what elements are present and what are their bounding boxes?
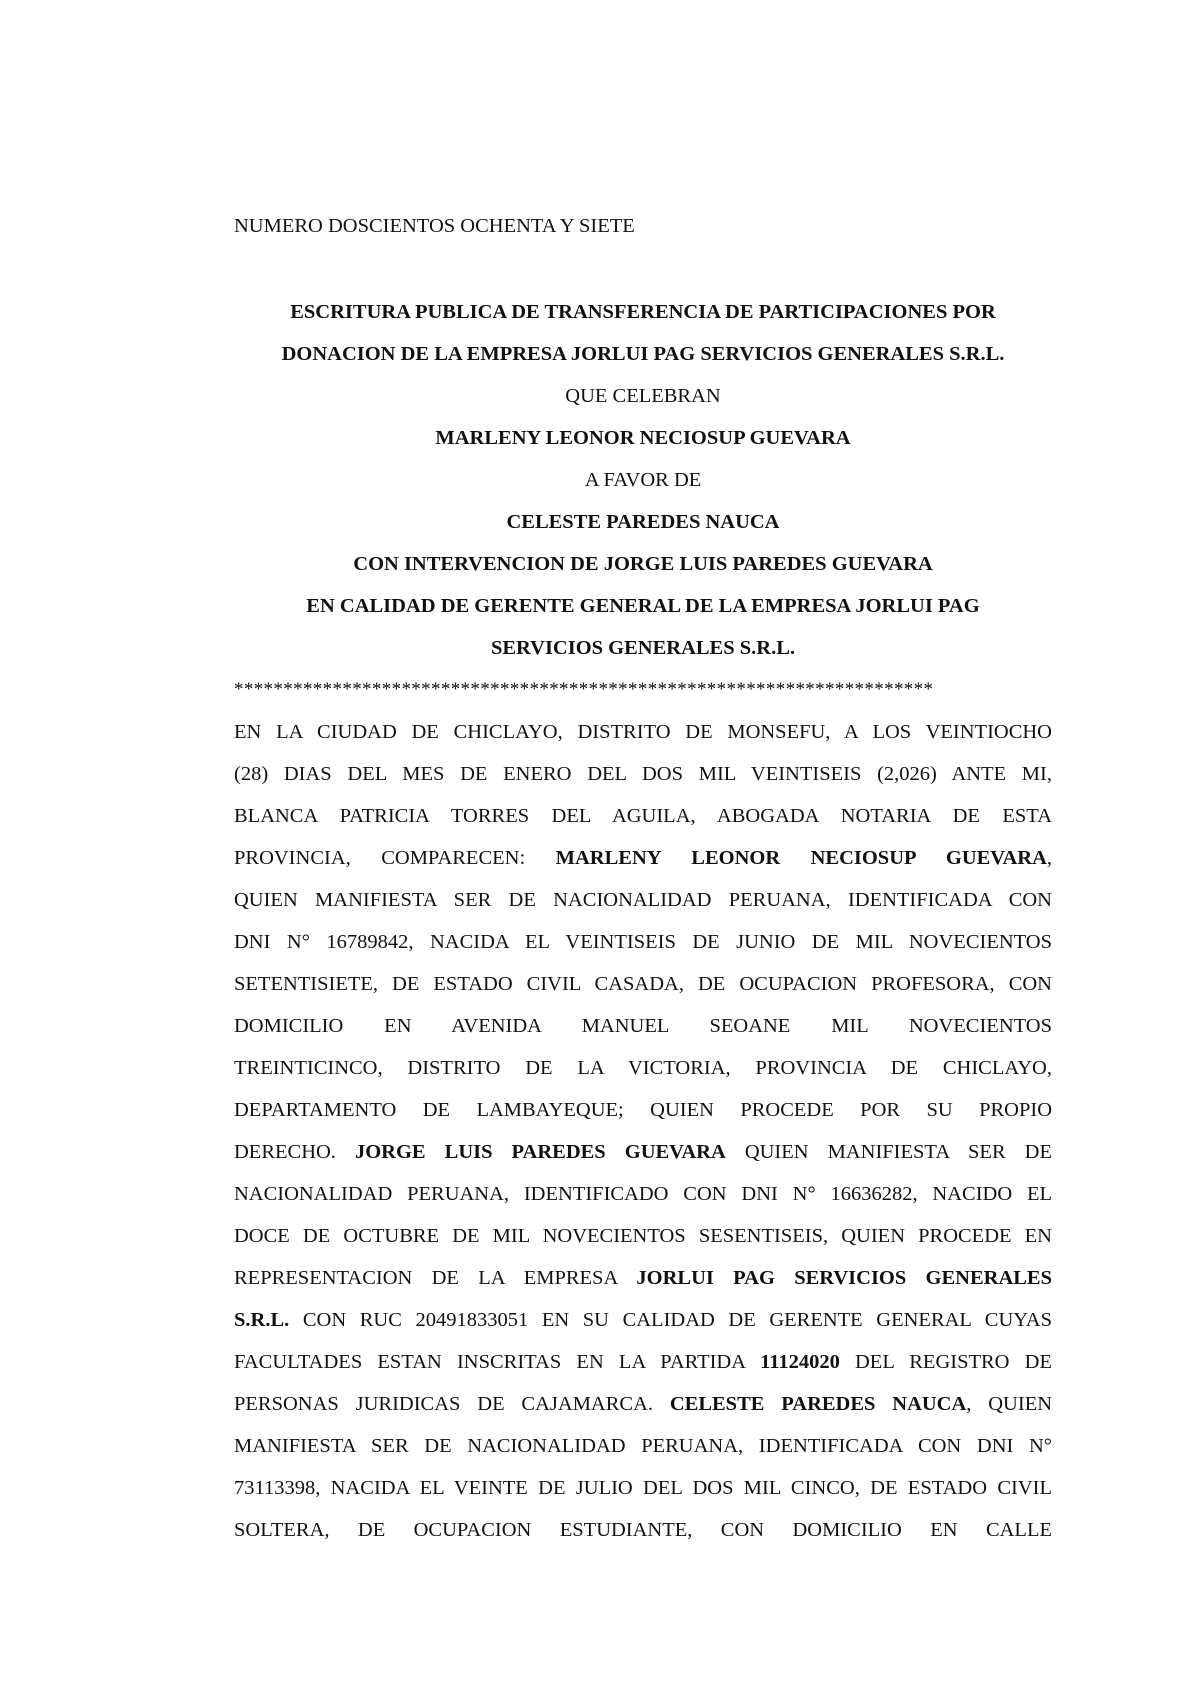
body-line-5: QUIEN MANIFIESTA SER DE NACIONALIDAD PERUANA, IDENTIFICADA CON: [234, 889, 1052, 911]
title-line-2: DONACION DE LA EMPRESA JORLUI PAG SERVICIOS GENERALES S.R.L.: [281, 343, 1005, 365]
body-line-6: DNI N° 16789842, NACIDA EL VEINTISEIS DE JUNIO DE MIL NOVECIENTOS: [234, 931, 1052, 953]
company-suffix-inline: S.R.L.: [234, 1309, 290, 1331]
body-line-8: DOMICILIO EN AVENIDA MANUEL SEOANE MIL NOVECIENTOS: [234, 1015, 1052, 1037]
body-line-12: NACIONALIDAD PERUANA, IDENTIFICADO CON DNI N° 16636282, NACIDO EL: [234, 1183, 1052, 1205]
body-line-17-text: PERSONAS JURIDICAS DE CAJAMARCA.: [234, 1393, 654, 1415]
que-celebran-line: QUE CELEBRAN: [565, 385, 721, 407]
separator-line: ***********************************************************************: [234, 679, 934, 700]
a-favor-de-line: A FAVOR DE: [584, 469, 702, 491]
manager-name-inline: JORGE LUIS PAREDES GUEVARA: [354, 1141, 726, 1163]
intervention-line-1: CON INTERVENCION DE JORGE LUIS PAREDES GUEVARA: [353, 553, 933, 575]
body-line-3: BLANCA PATRICIA TORRES DEL AGUILA, ABOGADA NOTARIA DE ESTA: [234, 805, 1052, 827]
intervention-line-3: SERVICIOS GENERALES S.R.L.: [490, 637, 796, 659]
body-line-4-text: PROVINCIA, COMPARECEN:: [234, 847, 526, 869]
donor-name-inline: MARLENY LEONOR NECIOSUP GUEVARA: [555, 847, 1047, 869]
document-number: NUMERO DOSCIENTOS OCHENTA Y SIETE: [234, 215, 635, 237]
body-line-17-tail: , QUIEN: [966, 1393, 1052, 1415]
body-line-13: DOCE DE OCTUBRE DE MIL NOVECIENTOS SESENTISEIS, QUIEN PROCEDE EN: [234, 1225, 1052, 1247]
body-line-14-text: REPRESENTACION DE LA EMPRESA: [234, 1267, 618, 1289]
body-line-1: EN LA CIUDAD DE CHICLAYO, DISTRITO DE MONSEFU, A LOS VEINTIOCHO: [234, 721, 1052, 743]
company-name-inline: JORLUI PAG SERVICIOS GENERALES: [636, 1267, 1052, 1289]
body-line-16-tail: DEL REGISTRO DE: [855, 1351, 1052, 1373]
body-line-4-comma: ,: [1046, 847, 1052, 869]
body-line-10: DEPARTAMENTO DE LAMBAYEQUE; QUIEN PROCEDE POR SU PROPIO: [234, 1099, 1052, 1121]
body-line-17: [234, 1384, 1052, 1424]
body-line-9: TREINTICINCO, DISTRITO DE LA VICTORIA, PROVINCIA DE CHICLAYO,: [234, 1057, 1052, 1079]
body-line-14: [234, 1258, 1052, 1298]
body-line-15-text: CON RUC 20491833051 EN SU CALIDAD DE GERENTE GENERAL CUYAS: [302, 1309, 1052, 1331]
recipient-name: CELESTE PAREDES NAUCA: [506, 511, 780, 533]
body-line-19: 73113398, NACIDA EL VEINTE DE JULIO DEL DOS MIL CINCO, DE ESTADO CIVIL: [234, 1477, 1052, 1499]
intervention-line-2: EN CALIDAD DE GERENTE GENERAL DE LA EMPRESA JORLUI PAG: [306, 595, 980, 617]
body-line-11: [234, 1132, 1052, 1172]
title-line-1: ESCRITURA PUBLICA DE TRANSFERENCIA DE PARTICIPACIONES POR: [290, 301, 996, 323]
body-line-4: [234, 838, 1052, 878]
registry-number-inline: 11124020: [760, 1351, 840, 1373]
body-line-2: (28) DIAS DEL MES DE ENERO DEL DOS MIL VEINTISEIS (2,026) ANTE MI,: [234, 763, 1052, 785]
body-line-11-text: DERECHO.: [234, 1141, 336, 1163]
body-line-16-text: FACULTADES ESTAN INSCRITAS EN LA PARTIDA: [234, 1351, 745, 1373]
body-line-16: [234, 1342, 1052, 1382]
recipient-name-inline: CELESTE PAREDES NAUCA: [669, 1393, 967, 1415]
donor-name: MARLENY LEONOR NECIOSUP GUEVARA: [435, 427, 851, 449]
body-line-7: SETENTISIETE, DE ESTADO CIVIL CASADA, DE OCUPACION PROFESORA, CON: [234, 973, 1052, 995]
body-line-18: MANIFIESTA SER DE NACIONALIDAD PERUANA, IDENTIFICADA CON DNI N°: [234, 1435, 1052, 1457]
body-line-15: [234, 1300, 1052, 1340]
body-line-20: SOLTERA, DE OCUPACION ESTUDIANTE, CON DOMICILIO EN CALLE: [234, 1519, 1052, 1541]
body-line-11-tail: QUIEN MANIFIESTA SER DE: [744, 1141, 1052, 1163]
